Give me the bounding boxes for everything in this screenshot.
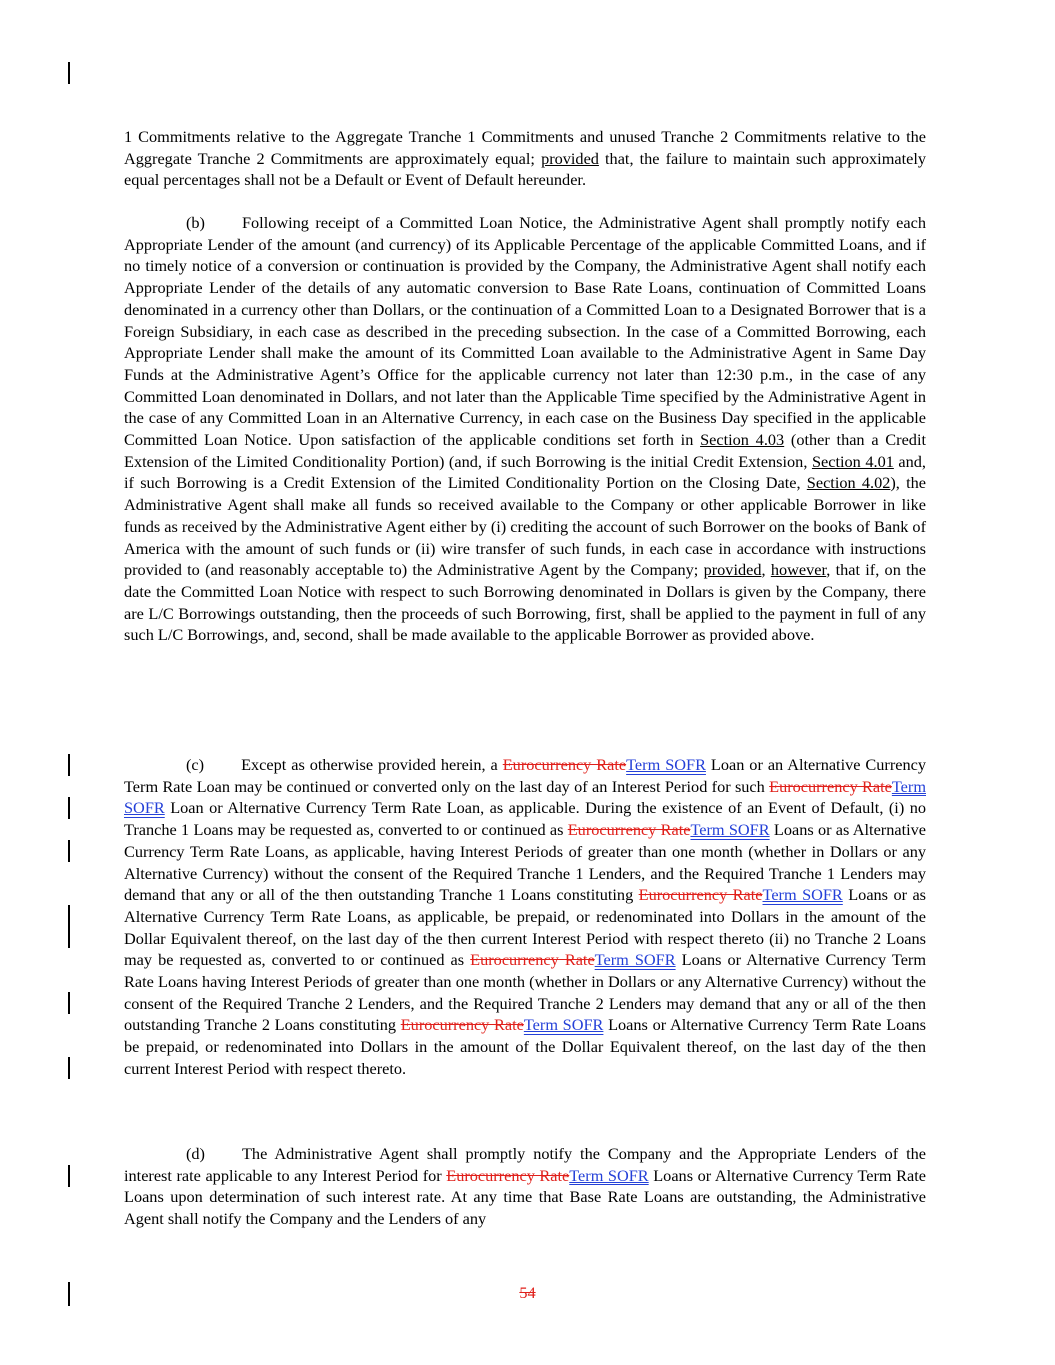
text: Loans or as Alternative Currency Term Rate Loans, as applicable, be prepaid, or redenominated into Dollars in the amount of the Dollar Equivalent thereof, on the last day of the then current Interest Period with respect thereto (ii) no Tranche 2 Loans may be requested as, converted to or continued as	[124, 885, 927, 970]
deleted-text: Eurocurrency Rate	[400, 1015, 524, 1035]
text: Loan or an Alternative Currency Term Rate Loan may be continued or converted only on the last day of an Interest Period for such	[124, 755, 927, 796]
change-bar	[68, 905, 70, 948]
paragraph-b	[124, 212, 926, 646]
change-bar	[68, 840, 70, 862]
paragraph-continuation	[124, 126, 926, 191]
text: and, if such Borrowing is a Credit Extension of the Limited Conditionality Portion on the Closing Date,	[124, 451, 927, 493]
text: Loans or Alternative Currency Term Rate Loans be prepaid, or redenominated into Dollars in the amount of the Dollar Equivalent thereof, on the last day of the then current Interest Period with respect thereto.	[124, 1015, 926, 1078]
inserted-text: Term SOFR	[626, 755, 706, 774]
text: that, the failure to maintain such approximately equal percentages shall not be a Default or Event of Default hereunder.	[124, 148, 926, 190]
text: (other than a Credit Extension of the Limited Conditionality Portion) (and, if such Borrowing is the initial Credit Extension,	[124, 430, 926, 471]
change-bar	[68, 62, 70, 84]
deleted-text: Eurocurrency Rate	[638, 885, 763, 905]
inserted-text: Term SOFR	[569, 1165, 649, 1185]
paragraph-d	[124, 1143, 926, 1230]
text: Loans or Alternative Currency Term Rate Loans upon determination of such interest rate. At any time that Base Rate Loans are outstanding, the Administrative Agent shall notify the Company and the Lenders of any	[124, 1165, 927, 1229]
inserted-text: Term SOFR	[124, 776, 926, 818]
text: 1 Commitments relative to the Aggregate Tranche 1 Commitments and unused Tranche 2 Commitments relative to the Aggregate Tranche 2 Commitments are approximately equal;	[124, 127, 926, 168]
deleted-text: Eurocurrency Rate	[446, 1165, 570, 1185]
inserted-text: Term SOFR	[690, 820, 770, 840]
change-bar	[68, 754, 70, 776]
paragraph-label: (b)	[186, 213, 205, 232]
section-reference: Section 4.02	[806, 473, 891, 493]
deleted-text: Eurocurrency Rate	[470, 950, 595, 970]
paragraph-c	[124, 754, 926, 1080]
underlined-term: provided	[541, 148, 599, 168]
underlined-term: provided	[703, 560, 762, 580]
change-bar	[68, 992, 70, 1014]
change-bar	[68, 1057, 70, 1079]
text: The Administrative Agent shall promptly notify the Company and the Appropriate Lenders of the interest rate applicable to any Interest Period for	[124, 1144, 926, 1185]
inserted-text: Term SOFR	[594, 950, 676, 970]
text: Loan or Alternative Currency Term Rate Loan, as applicable. During the existence of an Event of Default, (i) no Tranche 1 Loans may be requested as, converted to or continued as	[124, 798, 926, 840]
inserted-text: Term SOFR	[523, 1015, 604, 1035]
inserted-text: Term SOFR	[762, 885, 843, 905]
change-bar	[68, 797, 70, 819]
text: Except as otherwise provided herein, a	[241, 755, 503, 774]
deleted-text: Eurocurrency Rate	[502, 755, 627, 774]
section-reference: Section 4.03	[700, 430, 785, 450]
text: Loans or as Alternative Currency Term Rate Loans, as applicable, having Interest Periods of greater than one month (whether in Dollars or any Alternative Currency) without the consent of the Required Tranche 1 Lenders, and the Required Tranche 1 Lenders may demand that any or all of the then outstanding Tranche 1 Loans constituting	[124, 820, 926, 905]
paragraph-label: (d)	[186, 1144, 205, 1163]
deleted-text: Eurocurrency Rate	[567, 820, 691, 840]
paragraph-label: (c)	[186, 755, 205, 774]
deleted-text: Eurocurrency Rate	[769, 776, 892, 796]
text: ,	[761, 560, 771, 580]
page-number: 54	[519, 1283, 536, 1302]
underlined-term: however	[770, 560, 827, 580]
text: , that if, on the date the Committed Loan Notice with respect to such Borrowing denominated in Dollars is given by the Company, there are L/C Borrowings outstanding, then the proceeds of such Borrowing, first, shall be applied to the payment in full of any such L/C Borrowings, and, second, shall be made available to the applicable Borrower as provided above.	[124, 560, 926, 645]
change-bar	[68, 1165, 70, 1187]
section-reference: Section 4.01	[811, 451, 894, 471]
text: ), the Administrative Agent shall make all funds so received available to the Company or other applicable Borrower in like funds as received by the Administrative Agent either by (i) crediting the account of such Borrower on the books of Bank of America with the amount of such funds or (ii) wire transfer of such funds, in each case in accordance with instructions provided to (and reasonably acceptable to) the Administrative Agent by the Company;	[124, 473, 927, 580]
text: Following receipt of a Committed Loan Notice, the Administrative Agent shall promptly notify each Appropriate Lender of the amount (and currency) of its Applicable Percentage of the applicable Committed Loans, and if no timely notice of a conversion or continuation is provided by the Company, the Administrative Agent shall notify each Appropriate Lender of the details of any automatic conversion to Base Rate Loans, continuation of Committed Loans denominated in a currency other than Dollars, or the continuation of a Committed Loan to a Designated Borrower that is a Foreign Subsidiary, in each case as described in the preceding subsection. In the case of a Committed Borrowing, each Appropriate Lender shall make the amount of its Committed Loan available to the Administrative Agent in Same Day Funds at the Administrative Agent’s Office for the applicable currency not later than 12:30 p.m., in the case of any Committed Loan denominated in Dollars, and not later than the Applicable Time specified by the Administrative Agent in the case of any Committed Loan in an Alternative Currency, in each case on the Business Day specified in the applicable Committed Loan Notice. Upon satisfaction of the applicable conditions set forth in	[124, 213, 926, 450]
text: Loans or Alternative Currency Term Rate Loans having Interest Periods of greater than one month (whether in Dollars or any Alternative Currency) without the consent of the Required Tranche 2 Lenders, and the Required Tranche 2 Lenders may demand that any or all of the then outstanding Tranche 2 Loans constituting	[124, 950, 927, 1035]
